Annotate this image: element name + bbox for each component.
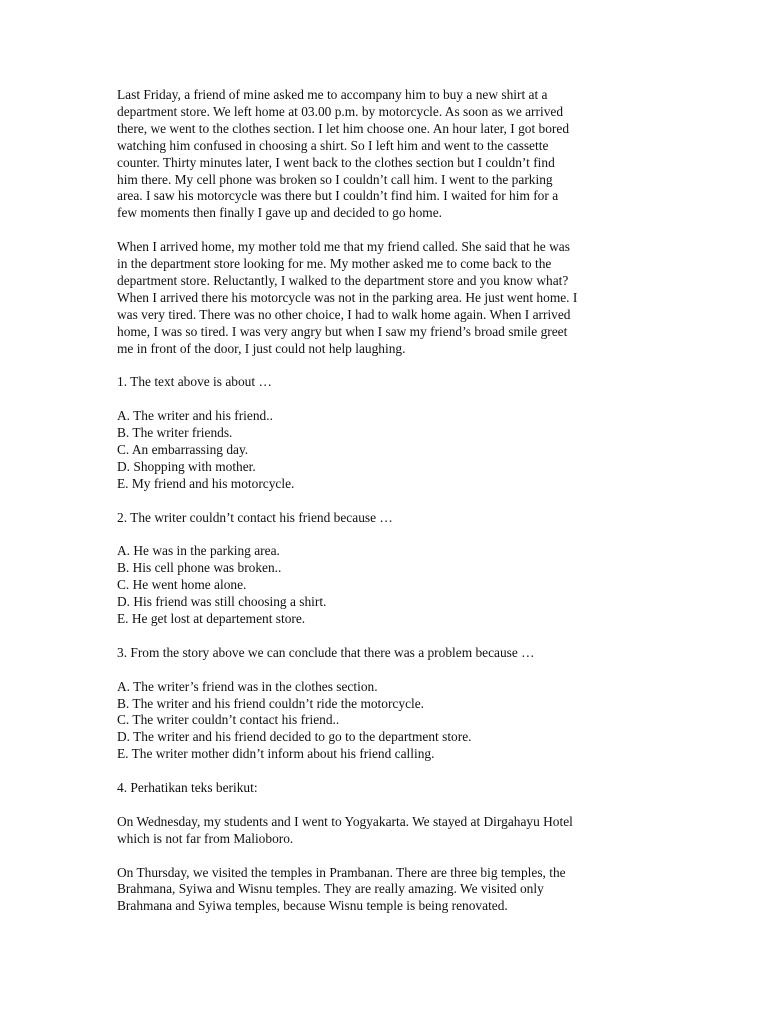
question-3-options <box>117 679 632 764</box>
question-4 <box>117 780 632 915</box>
option-d: D. Shopping with mother. <box>117 458 256 474</box>
question-3-text: 3. From the story above we can conclude that there was a problem because … <box>117 644 535 660</box>
option-d: D. His friend was still choosing a shirt. <box>117 594 327 610</box>
question-1-text: 1. The text above is about … <box>117 374 272 390</box>
question-1 <box>117 374 632 492</box>
option-b: B. The writer friends. <box>117 425 233 441</box>
option-a: A. The writer and his friend.. <box>117 408 273 424</box>
question-1-options <box>117 408 632 493</box>
option-c: C. He went home alone. <box>117 577 247 593</box>
question-4-paragraph-2: On Thursday, we visited the temples in Prambanan. There are three big temples, the Brahmana, Syiwa and Wisnu temples. They are really amazing. We visited only Brahmana and Syiwa temples, because Wisnu temple is being renovated. <box>117 864 566 914</box>
option-c: C. An embarrassing day. <box>117 441 249 457</box>
question-2-options <box>117 543 632 628</box>
option-d: D. The writer and his friend decided to go to the department store. <box>117 729 472 745</box>
option-c: C. The writer couldn’t contact his friend.. <box>117 712 340 728</box>
passage-paragraph-2: When I arrived home, my mother told me that my friend called. She said that he was in the department store looking for me. My mother asked me to come back to the department store. Reluctantly, I walked to the department store and you know what? When I arrived there his motorcycle was not in the parking area. He just went home. I was very tired. There was no other choice, I had to walk home again. When I arrived home, I was so tired. I was very angry but when I saw my friend’s broad smile greet me in front of the door, I just could not help laughing. <box>117 239 578 356</box>
question-3 <box>117 645 632 763</box>
option-e: E. He get lost at departement store. <box>117 611 306 627</box>
question-2 <box>117 510 632 628</box>
question-4-text: 4. Perhatikan teks berikut: <box>117 780 258 796</box>
option-e: E. The writer mother didn’t inform about his friend calling. <box>117 746 435 762</box>
passage-paragraph-1: Last Friday, a friend of mine asked me to accompany him to buy a new shirt at a department store. We left home at 03.00 p.m. by motorcycle. As soon as we arrived there, we went to the clothes section. I let him choose one. An hour later, I got bored watching him confused in choosing a shirt. So I left him and went to the cassette counter. Thirty minutes later, I went back to the clothes section but I couldn’t find him there. My cell phone was broken so I couldn’t call him. I went to the parking area. I saw his motorcycle was there but I couldn’t find him. I waited for him for a few moments then finally I gave up and decided to go home. <box>117 87 570 221</box>
question-2-text: 2. The writer couldn’t contact his friend because … <box>117 509 393 525</box>
option-a: A. The writer’s friend was in the clothes section. <box>117 678 378 694</box>
document-page <box>117 87 632 932</box>
option-b: B. His cell phone was broken.. <box>117 560 282 576</box>
question-4-paragraph-1: On Wednesday, my students and I went to Yogyakarta. We stayed at Dirgahayu Hotel which is not far from Malioboro. <box>117 813 573 846</box>
option-e: E. My friend and his motorcycle. <box>117 475 295 491</box>
option-a: A. He was in the parking area. <box>117 543 280 559</box>
option-b: B. The writer and his friend couldn’t ride the motorcycle. <box>117 695 425 711</box>
